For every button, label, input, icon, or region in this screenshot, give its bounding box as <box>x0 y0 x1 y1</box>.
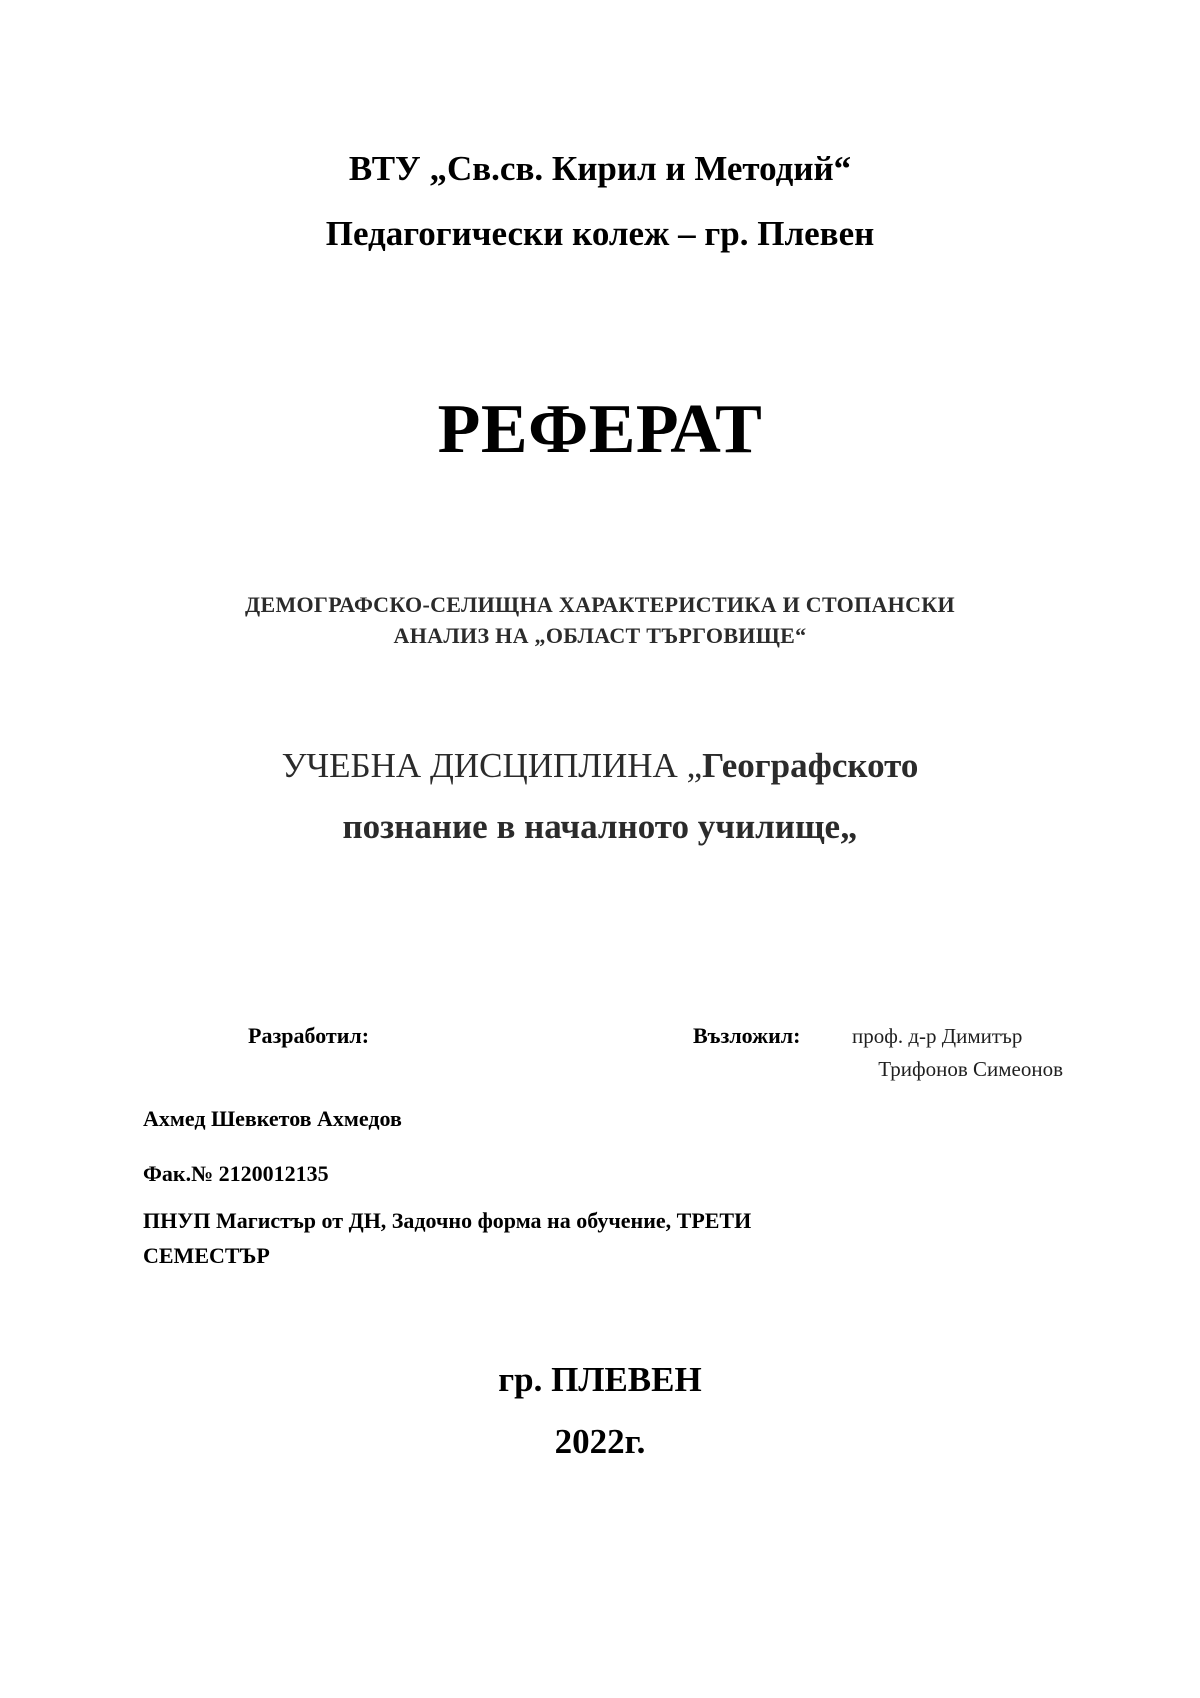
student-name: Ахмед Шевкетов Ахмедов <box>143 1106 402 1131</box>
topic-line-2: АНАЛИЗ НА „ОБЛАСТ ТЪРГОВИЩЕ“ <box>393 623 807 648</box>
city: гр. ПЛЕВЕН <box>498 1360 702 1399</box>
subject-line-2: познание в началното училище„ <box>342 807 858 846</box>
topic-line-1: ДЕМОГРАФСКО-СЕЛИЩНА ХАРАКТЕРИСТИКА И СТОПАНСКИ <box>245 592 955 617</box>
subject-name-part-1: Географското <box>702 746 919 785</box>
subject-title <box>0 735 1200 857</box>
supervisor-name-line-2: Трифонов Симеонов <box>878 1057 1063 1081</box>
subject-line-1 <box>0 735 1200 796</box>
faculty-number: Фак.№ 2120012135 <box>143 1161 329 1186</box>
assigned-by-label: Възложил: <box>693 1023 801 1048</box>
program-line-2: СЕМЕСТЪР <box>143 1243 270 1268</box>
topic-title <box>0 589 1200 651</box>
developed-by-label: Разработил: <box>248 1023 370 1048</box>
year: 2022г. <box>554 1422 646 1461</box>
institution-name: ВТУ „Св.св. Кирил и Методий“ <box>348 149 852 188</box>
program-line-1: ПНУП Магистър от ДН, Задочно форма на обучение, ТРЕТИ <box>143 1208 752 1233</box>
supervisor-name-line-1: проф. д-р Димитър <box>852 1024 1023 1048</box>
subject-prefix: УЧЕБНА ДИСЦИПЛИНА „ <box>281 746 703 785</box>
document-title: РЕФЕРАТ <box>437 391 763 468</box>
college-name: Педагогически колеж – гр. Плевен <box>325 214 875 253</box>
